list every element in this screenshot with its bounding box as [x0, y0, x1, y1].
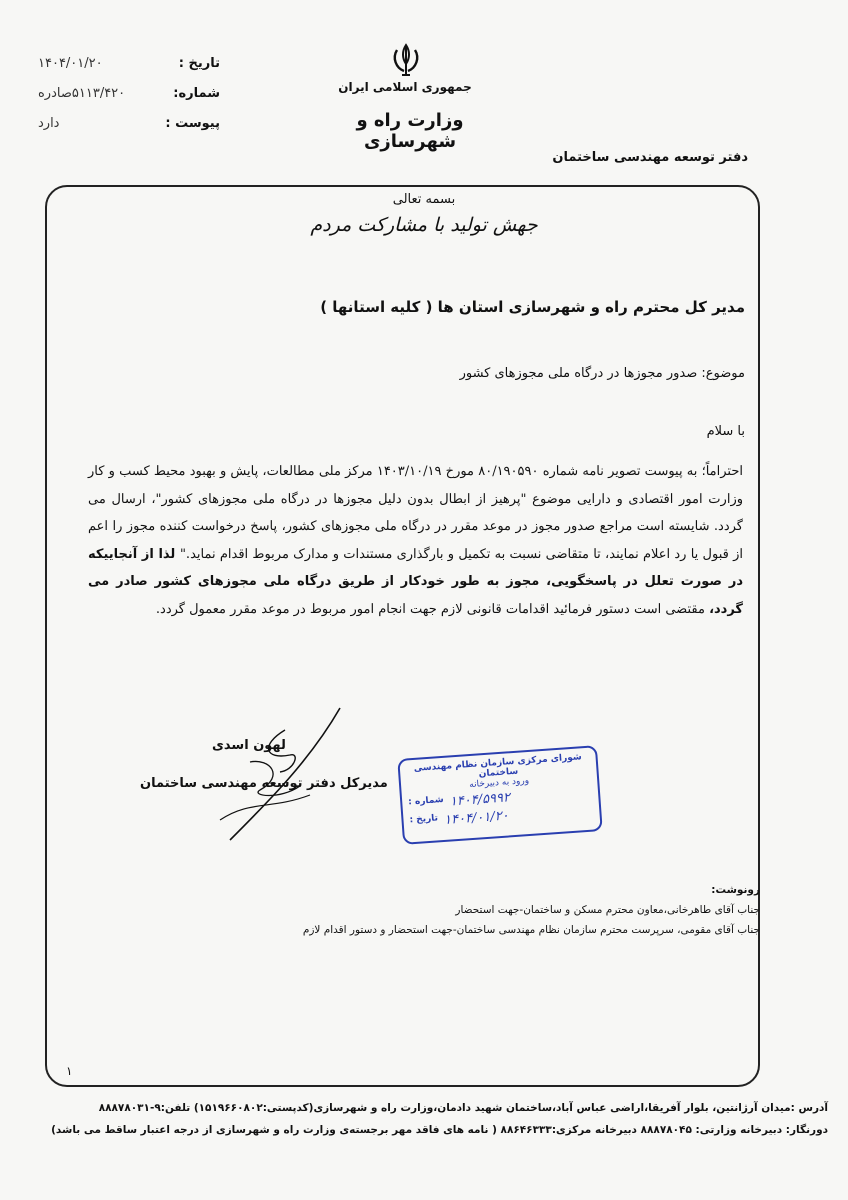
signature-scribble-icon [190, 700, 360, 850]
stamp-number-label: شماره : [407, 794, 445, 808]
body-text-part-2: مقتضی است دستور فرمائید اقدامات قانونی لازم جهت انجام امور مربوط در موعد مقرر معمول گردد. [155, 601, 710, 617]
attachment-value: دارد [38, 116, 60, 131]
basmala: بسمه تعالی [392, 192, 456, 207]
cc-line-1: جناب آقای طاهرخانی،معاون محترم مسکن و ساختمان-جهت استحضار [455, 904, 760, 916]
stamp-number-value: ۱۴۰۴/۵۹۹۲ [449, 790, 511, 810]
letter-body [88, 458, 743, 623]
number-value: ۵۱۱۳/۴۲۰صادره [38, 86, 126, 101]
date-value: ۱۴۰۴/۰۱/۲۰ [38, 56, 103, 71]
attachment-label: پیوست : [165, 116, 220, 131]
letter-meta [30, 56, 220, 146]
addressee: مدیر کل محترم راه و شهرسازی استان ها ( کلیه استانها ) [320, 298, 745, 316]
meta-number-row [30, 86, 220, 116]
meta-attachment-row [30, 116, 220, 146]
footer-fax: دورنگار: دبیرخانه وزارتی: ۸۸۸۷۸۰۴۵ دبیرخانه مرکزی:۸۸۶۴۶۳۳۳ ( نامه های فاقد مهر برجسته‌ی وزارت راه و شهرسازی از درجه اعتبار ساقط می باشد) [51, 1124, 828, 1136]
stamp-title: شورای مرکزی سازمان نظام مهندسی ساختمان [413, 752, 583, 780]
cc-heading: رونوشت: [711, 884, 760, 896]
office-title: دفتر توسعه مهندسی ساختمان [552, 150, 748, 165]
body-text-emphasis: لذا از آنجاییکه در صورت تعلل در پاسخگویی، مجوز به طور خودکار از طریق درگاه ملی مجوزهای کشور صادر می گردد، [88, 546, 743, 617]
body-text-part-1: احتراماً؛ به پیوست تصویر نامه شماره ۸۰/۱۹۰۵۹۰ مورخ ۱۴۰۳/۱۰/۱۹ مرکز ملی مطالعات، پایش و بهبود محیط کسب و کار وزارت امور اقتصادی و دارایی موضوع "پرهیز از ابطال بدون دلیل مجوزها در درگاه ملی مجوزهای کشور"، ارسال می گردد. شایسته است مراجع صدور مجوز در موعد مقرر در درگاه ملی مجوزهای کشور، پاسخ درخواست کننده مجوز را اعم از قبول یا رد اعلام نمایند، تا متقاضی نسبت به تکمیل و بارگذاری مستندات و مدارک مربوط اقدام نماید." [88, 464, 743, 562]
received-stamp [397, 745, 603, 845]
subject-line: موضوع: صدور مجوزها در درگاه ملی مجوزهای کشور [459, 366, 745, 381]
cc-line-2: جناب آقای مقومی، سرپرست محترم سازمان نظام مهندسی ساختمان-جهت استحضار و دستور اقدام لازم [302, 924, 760, 936]
letter-frame [45, 185, 760, 1087]
stamp-subtitle: ورود به دبیرخانه [468, 775, 530, 791]
page-number: ۱ [66, 1064, 73, 1078]
footer-address: آدرس :میدان آرژانتین، بلوار آفریقا،اراضی عباس آباد،ساختمان شهید دادمان،وزارت راه و شهرسازی(کدپستی:۱۵۱۹۶۶۰۸۰۲) تلفن:۹-۸۸۸۷۸۰۳۱ [98, 1102, 828, 1114]
date-label: تاریخ : [178, 56, 220, 71]
iran-emblem-icon [388, 42, 424, 78]
republic-title: جمهوری اسلامی ایران [338, 80, 472, 94]
ministry-title: وزارت راه و شهرسازی [356, 110, 464, 152]
stamp-date-label: تاریخ : [409, 813, 439, 826]
number-label: شماره: [173, 86, 220, 101]
greeting: با سلام [706, 424, 745, 439]
cc-block [303, 880, 760, 940]
signer-name: لهون اسدی [212, 738, 286, 753]
stamp-date-value: ۱۴۰۴/۰۱/۲۰ [443, 808, 510, 828]
signer-title: مدیرکل دفتر توسعه مهندسی ساختمان [140, 776, 388, 791]
slogan: جهش تولید با مشارکت مردم [310, 214, 538, 236]
meta-date-row [30, 56, 220, 86]
